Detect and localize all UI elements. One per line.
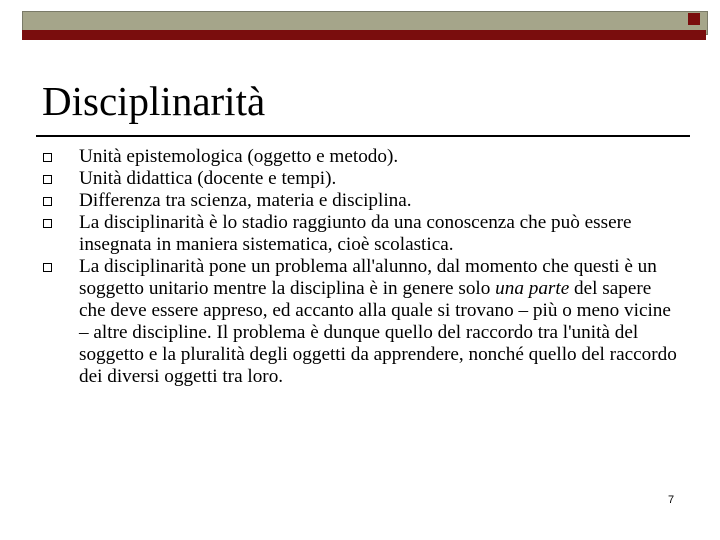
- page-number: 7: [668, 494, 675, 506]
- header-banner-red: [22, 30, 706, 40]
- bullet-text: [79, 256, 680, 388]
- hollow-square-icon: [43, 263, 52, 272]
- bullet-text-start: La disciplinarità pone un problema all'alunno, dal momento che questi è un soggetto unitario mentre la disciplina è in genere solo: [79, 256, 657, 299]
- hollow-square-icon: [43, 175, 52, 184]
- bullet-text: La disciplinarità è lo stadio raggiunto da una conoscenza che può essere insegnata in maniera sistematica, cioè scolastica.: [79, 212, 632, 255]
- bullet-text-end: del sapere che deve essere appreso, ed accanto alla quale si trovano – più o meno vicine – altre discipline. Il problema è dunque quello del raccordo tra l'unità del soggetto e la pluralità degli oggetti da apprendere, nonché quello del raccordo dei diversi oggetti tra loro.: [79, 278, 677, 387]
- list-item: [40, 168, 680, 190]
- slide-title: Disciplinarità: [42, 78, 266, 124]
- bullet-text: Unità epistemologica (oggetto e metodo).: [79, 146, 399, 167]
- hollow-square-icon: [43, 219, 52, 228]
- hollow-square-icon: [43, 153, 52, 162]
- hollow-square-icon: [43, 197, 52, 206]
- bullet-text: Differenza tra scienza, materia e disciplina.: [79, 190, 412, 211]
- list-item: [40, 212, 680, 256]
- list-item: [40, 146, 680, 168]
- list-item: [40, 256, 680, 388]
- title-underline: [36, 135, 690, 137]
- bullet-list: [40, 146, 680, 388]
- bullet-text: Unità didattica (docente e tempi).: [79, 168, 337, 189]
- header-banner-square: [688, 13, 700, 25]
- list-item: [40, 190, 680, 212]
- bullet-text-emphasis: una parte: [495, 278, 570, 299]
